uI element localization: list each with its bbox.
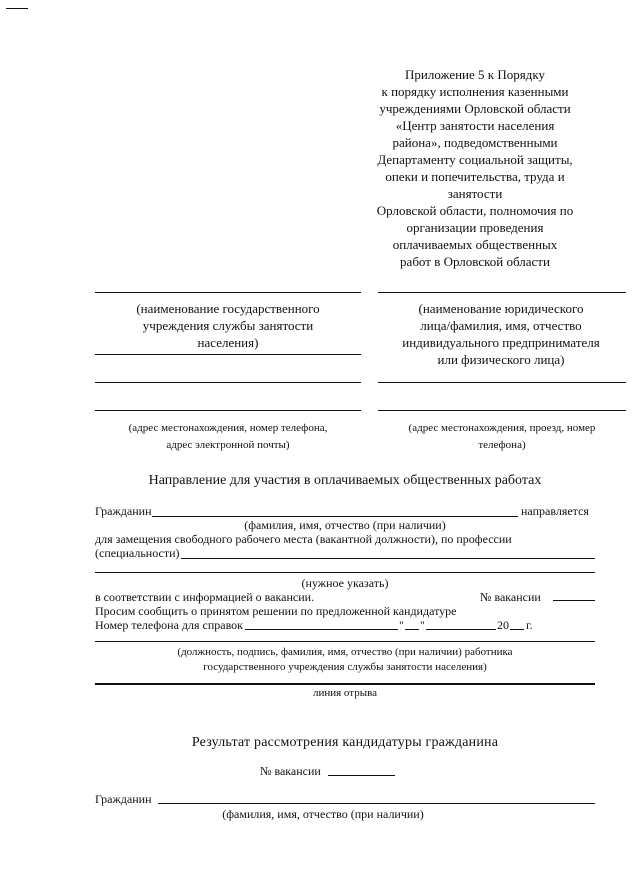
fio-caption: (фамилия, имя, отчество (при наличии): [244, 518, 446, 532]
appendix-note: [350, 66, 600, 270]
date-month-field[interactable]: [426, 629, 496, 630]
appendix-line: учреждениями Орловской области: [379, 101, 571, 116]
right-name-caption: (наименование юридического лица/фамилия, имя, отчество индивидуального предпринимателя или физического лица): [402, 301, 600, 367]
right-name-line-2[interactable]: [378, 382, 626, 383]
citizen-label: Гражданин: [95, 504, 152, 518]
cut-line-label: линия отрыва: [312, 687, 378, 699]
appendix-line: «Центр занятости населения: [395, 118, 555, 133]
year-field[interactable]: [510, 629, 524, 630]
appendix-line: оплачиваемых общественных: [392, 237, 558, 252]
result-vacancy-no-field[interactable]: [328, 775, 395, 776]
cut-line: [95, 683, 595, 685]
vacancy-line: для замещения свободного рабочего места (вакантной должности), по профессии: [95, 532, 512, 546]
phone-field[interactable]: [245, 629, 398, 630]
direction-title: Направление для участия в оплачиваемых общественных работах: [148, 473, 542, 488]
year-suffix: г.: [526, 618, 533, 632]
signature-field[interactable]: [95, 641, 595, 642]
directed-label: направляется: [521, 504, 589, 518]
right-address-line[interactable]: [378, 410, 626, 411]
result-citizen-label: Гражданин: [95, 792, 152, 806]
date-quote-open: ": [399, 618, 404, 632]
appendix-line: организации проведения: [406, 220, 544, 235]
left-name-caption: (наименование государственного учреждения службы занятости населения): [136, 301, 320, 350]
appendix-line: к порядку исполнения казенными: [381, 84, 569, 99]
right-address-caption: (адрес местонахождения, проезд, номер телефона): [408, 422, 596, 451]
date-quote-close: ": [420, 618, 425, 632]
vacancy-no-label: № вакансии: [480, 590, 541, 604]
left-name-line[interactable]: [95, 292, 361, 293]
year-prefix: 20: [497, 618, 509, 632]
vacancy-no-field[interactable]: [553, 600, 595, 601]
appendix-line: опеки и попечительства, труда и: [385, 169, 565, 184]
result-citizen-fio-field[interactable]: [158, 803, 595, 804]
corner-mark: [6, 8, 28, 9]
specialty-field-2[interactable]: [95, 572, 595, 573]
signature-caption: (должность, подпись, фамилия, имя, отчество (при наличии) работника государственного учреждения службы занятости населения): [177, 646, 513, 673]
specialty-field[interactable]: [181, 558, 595, 559]
appendix-line: Департаменту социальной защиты,: [377, 152, 573, 167]
specialty-label: (специальности): [95, 546, 180, 560]
left-address-line-1[interactable]: [95, 382, 361, 383]
result-fio-caption: (фамилия, имя, отчество (при наличии): [222, 807, 424, 821]
appendix-line: района», подведомственными: [392, 135, 558, 150]
needed-caption: (нужное указать): [301, 576, 389, 590]
phone-label: Номер телефона для справок: [95, 618, 244, 632]
appendix-line: Приложение 5 к Порядку: [405, 67, 545, 82]
date-day-field[interactable]: [405, 629, 419, 630]
appendix-line: занятости: [447, 186, 503, 201]
according-line: в соответствии с информацией о вакансии.: [95, 590, 315, 604]
left-name-line-2[interactable]: [95, 354, 361, 355]
appendix-line: работ в Орловской области: [400, 254, 550, 269]
left-address-line-2[interactable]: [95, 410, 361, 411]
result-title: Результат рассмотрения кандидатуры гражданина: [191, 735, 499, 750]
request-line: Просим сообщить о принятом решении по предложенной кандидатуре: [95, 604, 457, 618]
right-name-line[interactable]: [378, 292, 626, 293]
left-address-caption: (адрес местонахождения, номер телефона, адрес электронной почты): [128, 422, 328, 451]
result-vacancy-no-label: № вакансии: [260, 764, 321, 778]
appendix-line: Орловской области, полномочия по: [376, 203, 574, 218]
